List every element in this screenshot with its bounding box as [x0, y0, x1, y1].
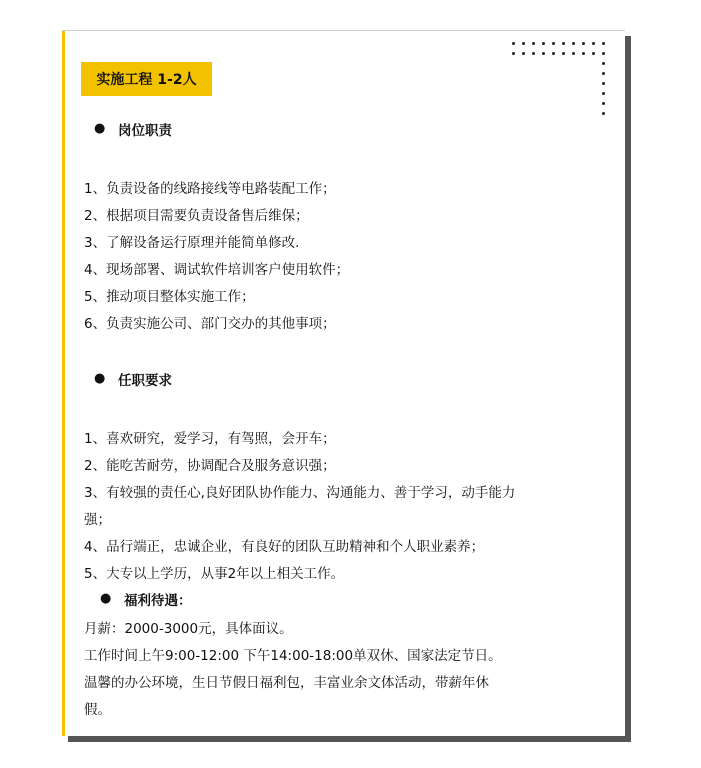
decorative-dot — [572, 42, 575, 45]
section-heading-duties: 岗位职责 — [118, 123, 172, 139]
decorative-dot — [602, 72, 605, 75]
decorative-dot — [602, 92, 605, 95]
decorative-dot — [602, 42, 605, 45]
list-item: 2、能吃苦耐劳，协调配合及服务意识强； — [84, 458, 336, 474]
decorative-dot — [512, 52, 515, 55]
decorative-dot — [532, 42, 535, 45]
decorative-dot — [562, 52, 565, 55]
list-item: 1、负责设备的线路接线等电路装配工作； — [84, 181, 336, 197]
decorative-dot — [542, 42, 545, 45]
job-title-badge: 实施工程 1-2人 — [81, 62, 212, 96]
decorative-dot — [602, 102, 605, 105]
section-heading-benefits: 福利待遇： — [124, 593, 192, 609]
bullet-icon: ● — [94, 371, 106, 386]
decorative-dot — [602, 62, 605, 65]
card-top-border — [62, 30, 625, 31]
decorative-dot — [522, 52, 525, 55]
list-item: 4、现场部署、调试软件培训客户使用软件； — [84, 262, 350, 278]
benefit-line: 工作时间上午9:00-12:00 下午14:00-18:00单双休、国家法定节日。 — [84, 648, 502, 664]
decorative-dot — [592, 52, 595, 55]
section-heading-requirements: 任职要求 — [118, 373, 172, 389]
decorative-dot — [602, 112, 605, 115]
list-item: 4、品行端正，忠诚企业，有良好的团队互助精神和个人职业素养； — [84, 539, 485, 555]
list-item: 2、根据项目需要负责设备售后维保； — [84, 208, 309, 224]
list-item: 3、有较强的责任心,良好团队协作能力、沟通能力、善于学习，动手能力 — [84, 485, 516, 501]
list-item: 6、负责实施公司、部门交办的其他事项； — [84, 316, 336, 332]
decorative-dot — [582, 52, 585, 55]
decorative-dot — [522, 42, 525, 45]
decorative-dot — [562, 42, 565, 45]
decorative-dot — [602, 52, 605, 55]
benefit-line: 假。 — [84, 702, 111, 718]
decorative-dot — [592, 42, 595, 45]
list-item: 3、了解设备运行原理并能简单修改. — [84, 235, 300, 251]
bullet-icon: ● — [94, 121, 106, 136]
decorative-dot — [512, 42, 515, 45]
decorative-dot — [552, 42, 555, 45]
bullet-icon: ● — [100, 591, 112, 606]
list-item: 强； — [84, 512, 111, 528]
benefit-line: 温馨的办公环境，生日节假日福利包，丰富业余文体活动，带薪年休 — [84, 675, 489, 691]
list-item: 5、大专以上学历，从事2年以上相关工作。 — [84, 566, 345, 582]
decorative-dot — [552, 52, 555, 55]
list-item: 5、推动项目整体实施工作； — [84, 289, 255, 305]
decorative-dot — [542, 52, 545, 55]
decorative-dot — [602, 82, 605, 85]
decorative-dot — [532, 52, 535, 55]
decorative-dot — [582, 42, 585, 45]
benefit-line: 月薪：2000-3000元，具体面议。 — [84, 621, 293, 637]
list-item: 1、喜欢研究，爱学习，有驾照，会开车； — [84, 431, 336, 447]
decorative-dot — [572, 52, 575, 55]
